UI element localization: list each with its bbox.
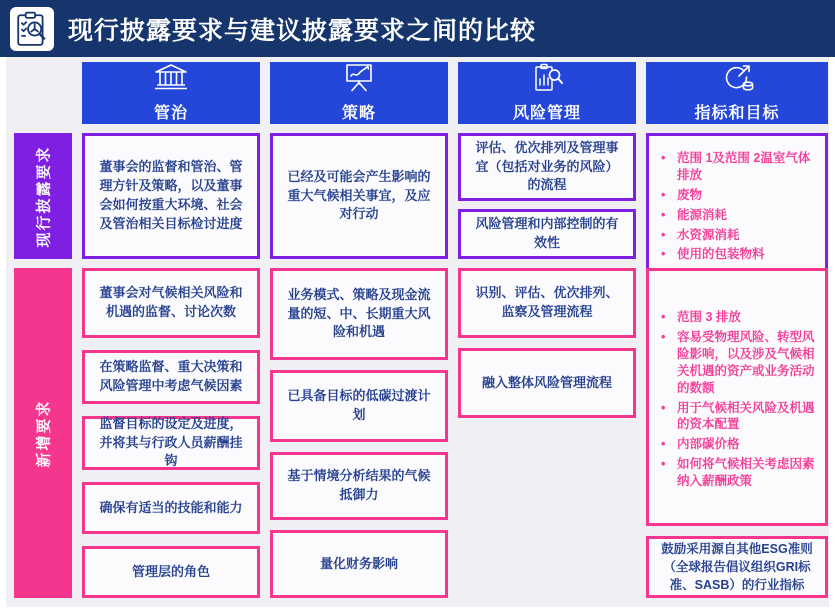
row-label-text: 现行披露要求 [35,144,53,248]
target-arrow-icon [718,63,756,98]
column-header-label: 管治 [153,105,188,122]
requirement-box [82,546,260,598]
requirement-text: 融入整体风险管理流程 [481,374,612,390]
requirement-box [82,350,260,404]
requirement-box [458,268,636,338]
bullet-item: • 用于气候相关风险及机遇的资本配置 [655,400,817,434]
requirement-text: 董事会对气候相关风险和机遇的监督、讨论次数 [99,285,243,319]
requirement-text: 评估、优次排列及管理事宜（包括对业务的风险）的流程 [475,139,619,193]
requirement-text: 风险管理和内部控制的有效性 [475,216,619,250]
requirement-text: 董事会的监督和管治、管理方针及策略，以及董事会如何按重大环境、社会及管治相关目标检讨进度 [99,159,243,231]
requirement-text: 量化财务影响 [319,555,398,571]
requirement-box [458,209,636,259]
bullet-item: • 废物 [655,187,817,204]
metrics-bullet-list [655,309,817,493]
chart-magnifier-icon [529,63,565,98]
requirement-text: 已经及可能会产生影响的重大气候相关事宜，及应对行动 [287,168,431,222]
requirement-box [646,133,828,275]
metrics-bullet-list [655,150,817,266]
grid-corner-spacer [14,62,72,124]
requirement-text: 确保有适当的技能和能力 [99,499,243,515]
bullet-item: • 能源消耗 [655,207,817,224]
requirement-text: 鼓励采用源自其他ESG准则（全球报告倡议组织GRI标准、SASB）的行业指标 [661,541,813,593]
bank-icon [152,63,190,98]
requirement-text: 业务模式、策略及现金流量的短、中、长期重大风险和机遇 [287,286,431,340]
column-header-governance [82,62,260,124]
cell-current-strategy [270,133,448,259]
cell-current-risk [458,133,636,259]
bullet-item: • 范围 1及范围 2温室气体排放 [655,150,817,184]
requirement-text: 监督目标的设定及进度，并将其与行政人员薪酬挂钩 [99,415,243,469]
requirement-text: 基于情境分析结果的气候抵御力 [287,468,431,502]
bullet-item: • 容易受物理风险、转型风险影响，以及涉及气候相关机遇的资产或业务活动的数额 [655,329,817,397]
requirement-box [270,452,448,520]
page-title: 现行披露要求与建议披露要求之间的比较 [68,16,537,45]
clipboard-magnifier-icon [10,7,54,51]
top-bar [0,0,835,57]
column-header-label: 风险管理 [512,105,581,122]
cell-current-metrics [646,133,828,262]
requirement-box [270,370,448,442]
column-header-strategy [270,62,448,124]
column-header-label: 指标和目标 [694,105,780,122]
requirement-box [458,133,636,201]
requirement-text: 识别、评估、优次排列、监察及管理流程 [475,285,619,319]
column-header-label: 策略 [341,105,376,122]
requirement-box [82,482,260,534]
requirement-box [646,536,828,598]
bullet-item: • 水资源消耗 [655,227,817,244]
requirement-box [270,133,448,259]
requirement-box [82,268,260,338]
requirement-box [82,133,260,259]
row-label-current [14,133,72,259]
requirement-box [270,530,448,598]
cell-new-metrics [646,268,828,598]
requirement-box [646,268,828,526]
bullet-item: • 范围 3 排放 [655,309,817,326]
row-label-text: 新增要求 [35,398,53,468]
presentation-chart-icon [341,63,377,98]
requirement-box [458,348,636,418]
column-header-metrics [646,62,828,124]
requirement-box [270,268,448,360]
bullet-item: • 如何将气候相关考虑因素纳入薪酬政策 [655,456,817,490]
requirement-text: 在策略监督、重大决策和风险管理中考虑气候因素 [99,359,243,393]
cell-current-governance [82,133,260,259]
column-header-risk [458,62,636,124]
cell-new-risk [458,268,636,598]
requirement-text: 已具备目标的低碳过渡计划 [287,388,431,422]
bullet-item: • 使用的包装物料 [655,246,817,263]
bullet-item: • 内部碳价格 [655,436,817,453]
cell-new-strategy [270,268,448,598]
requirement-box [82,416,260,470]
comparison-grid [14,62,828,598]
requirement-text: 管理层的角色 [131,563,210,579]
row-label-new [14,268,72,598]
comparison-canvas [6,57,829,607]
cell-new-governance [82,268,260,598]
